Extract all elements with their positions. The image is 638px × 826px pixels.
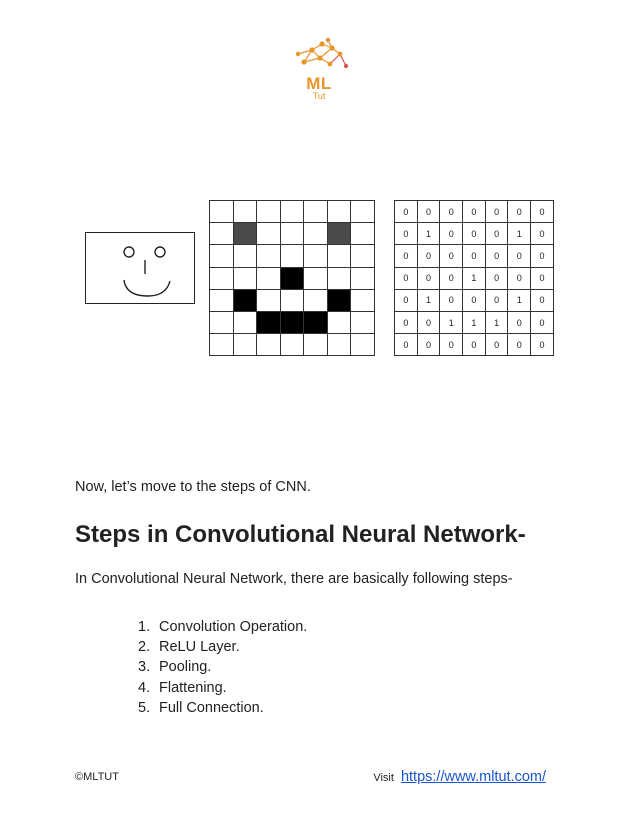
pixel-cell bbox=[281, 334, 305, 356]
pixel-cell bbox=[328, 201, 352, 223]
matrix-cell: 0 bbox=[508, 201, 531, 223]
matrix-cell: 0 bbox=[531, 268, 554, 290]
pixel-cell bbox=[257, 223, 281, 245]
matrix-cell: 0 bbox=[440, 245, 463, 267]
logo-title: ML bbox=[306, 74, 332, 93]
footer-link-area bbox=[373, 769, 546, 785]
pixel-cell bbox=[234, 290, 258, 312]
mltut-logo bbox=[284, 36, 354, 104]
pixel-cell bbox=[234, 223, 258, 245]
pixel-cell bbox=[351, 245, 375, 267]
matrix-cell: 0 bbox=[531, 201, 554, 223]
pixel-cell bbox=[351, 223, 375, 245]
matrix-cell: 0 bbox=[486, 201, 509, 223]
pixel-cell bbox=[210, 201, 234, 223]
pixel-cell bbox=[210, 223, 234, 245]
matrix-cell: 0 bbox=[486, 245, 509, 267]
matrix-cell: 0 bbox=[508, 268, 531, 290]
matrix-cell: 0 bbox=[440, 201, 463, 223]
matrix-cell: 1 bbox=[440, 312, 463, 334]
list-number: 3. bbox=[138, 659, 151, 676]
network-logo-icon bbox=[284, 36, 354, 76]
pixel-cell bbox=[234, 312, 258, 334]
list-number: 4. bbox=[138, 679, 151, 696]
matrix-cell: 0 bbox=[508, 245, 531, 267]
website-link[interactable]: https://www.mltut.com/ bbox=[400, 769, 546, 785]
pixel-cell bbox=[281, 201, 305, 223]
pixel-cell bbox=[328, 268, 352, 290]
pixel-cell bbox=[304, 268, 328, 290]
pixel-cell bbox=[304, 245, 328, 267]
matrix-cell: 0 bbox=[531, 223, 554, 245]
pixel-cell bbox=[210, 334, 234, 356]
smiley-face-icon bbox=[86, 233, 193, 302]
matrix-cell: 0 bbox=[418, 201, 441, 223]
matrix-cell: 0 bbox=[463, 245, 486, 267]
matrix-cell: 0 bbox=[395, 334, 418, 356]
pixel-cell bbox=[210, 268, 234, 290]
list-item bbox=[138, 637, 307, 657]
matrix-cell: 1 bbox=[486, 312, 509, 334]
pixel-cell bbox=[304, 290, 328, 312]
list-text: ReLU Layer. bbox=[159, 639, 240, 656]
matrix-cell: 0 bbox=[418, 334, 441, 356]
list-item bbox=[138, 698, 307, 718]
matrix-cell: 1 bbox=[463, 312, 486, 334]
pixel-cell bbox=[257, 312, 281, 334]
pixel-cell bbox=[281, 268, 305, 290]
matrix-cell: 0 bbox=[440, 268, 463, 290]
matrix-cell: 1 bbox=[508, 223, 531, 245]
pixel-cell bbox=[234, 245, 258, 267]
pixel-cell bbox=[351, 201, 375, 223]
pixel-cell bbox=[304, 312, 328, 334]
list-number: 2. bbox=[138, 639, 151, 656]
matrix-cell: 0 bbox=[486, 334, 509, 356]
pixel-cell bbox=[281, 290, 305, 312]
pixel-cell bbox=[257, 245, 281, 267]
list-text: Full Connection. bbox=[159, 699, 264, 716]
pixel-cell bbox=[257, 201, 281, 223]
pixel-cell bbox=[210, 290, 234, 312]
matrix-cell: 0 bbox=[463, 290, 486, 312]
list-text: Pooling. bbox=[159, 659, 212, 676]
matrix-cell: 0 bbox=[440, 334, 463, 356]
matrix-cell: 0 bbox=[395, 223, 418, 245]
pixel-cell bbox=[328, 245, 352, 267]
pixel-cell bbox=[328, 290, 352, 312]
pixel-cell bbox=[304, 201, 328, 223]
logo-subtitle: Tut bbox=[312, 91, 326, 101]
matrix-cell: 1 bbox=[463, 268, 486, 290]
list-number: 5. bbox=[138, 699, 151, 716]
matrix-cell: 0 bbox=[395, 268, 418, 290]
matrix-cell: 0 bbox=[440, 290, 463, 312]
intro-text: Now, let’s move to the steps of CNN. bbox=[75, 479, 311, 495]
matrix-cell: 0 bbox=[418, 312, 441, 334]
pixel-cell bbox=[281, 312, 305, 334]
pixel-cell bbox=[257, 334, 281, 356]
matrix-cell: 0 bbox=[463, 223, 486, 245]
list-item bbox=[138, 657, 307, 677]
matrix-cell: 0 bbox=[418, 245, 441, 267]
list-item bbox=[138, 617, 307, 637]
matrix-cell: 0 bbox=[395, 201, 418, 223]
pixel-cell bbox=[281, 223, 305, 245]
matrix-cell: 0 bbox=[531, 312, 554, 334]
pixel-cell bbox=[234, 268, 258, 290]
matrix-cell: 0 bbox=[486, 268, 509, 290]
matrix-cell: 0 bbox=[440, 223, 463, 245]
matrix-cell: 0 bbox=[463, 201, 486, 223]
pixel-cell bbox=[351, 290, 375, 312]
matrix-cell: 0 bbox=[463, 334, 486, 356]
pixel-cell bbox=[351, 312, 375, 334]
pixel-cell bbox=[351, 334, 375, 356]
matrix-cell: 0 bbox=[486, 223, 509, 245]
visit-label: Visit bbox=[373, 772, 394, 784]
matrix-cell: 0 bbox=[395, 312, 418, 334]
pixel-cell bbox=[328, 312, 352, 334]
steps-list bbox=[138, 617, 307, 718]
pixel-cell bbox=[257, 268, 281, 290]
matrix-cell: 0 bbox=[395, 290, 418, 312]
smiley-face-drawing bbox=[85, 232, 195, 304]
section-heading: Steps in Convolutional Neural Network- bbox=[75, 521, 526, 548]
list-text: Convolution Operation. bbox=[159, 619, 308, 635]
pixel-cell bbox=[257, 290, 281, 312]
intro-paragraph: In Convolutional Neural Network, there are basically following steps- bbox=[75, 571, 513, 587]
matrix-cell: 1 bbox=[508, 290, 531, 312]
pixel-value-matrix bbox=[394, 200, 554, 356]
pixel-cell bbox=[210, 312, 234, 334]
matrix-cell: 0 bbox=[531, 334, 554, 356]
pixel-cell bbox=[304, 334, 328, 356]
pixel-cell bbox=[234, 334, 258, 356]
pixel-cell bbox=[234, 201, 258, 223]
matrix-cell: 1 bbox=[418, 290, 441, 312]
matrix-cell: 0 bbox=[531, 290, 554, 312]
matrix-cell: 0 bbox=[508, 334, 531, 356]
pixel-cell bbox=[210, 245, 234, 267]
matrix-cell: 0 bbox=[508, 312, 531, 334]
pixel-cell bbox=[351, 268, 375, 290]
matrix-cell: 0 bbox=[486, 290, 509, 312]
list-number: 1. bbox=[138, 619, 151, 635]
pixel-cell bbox=[304, 223, 328, 245]
list-item bbox=[138, 678, 307, 698]
matrix-cell: 0 bbox=[531, 245, 554, 267]
matrix-cell: 0 bbox=[418, 268, 441, 290]
matrix-cell: 1 bbox=[418, 223, 441, 245]
pixel-cell bbox=[281, 245, 305, 267]
pixel-cell bbox=[328, 334, 352, 356]
list-text: Flattening. bbox=[159, 679, 227, 696]
copyright-text: ©MLTUT bbox=[75, 771, 119, 783]
pixel-image-grid bbox=[209, 200, 375, 356]
matrix-cell: 0 bbox=[395, 245, 418, 267]
pixel-cell bbox=[328, 223, 352, 245]
